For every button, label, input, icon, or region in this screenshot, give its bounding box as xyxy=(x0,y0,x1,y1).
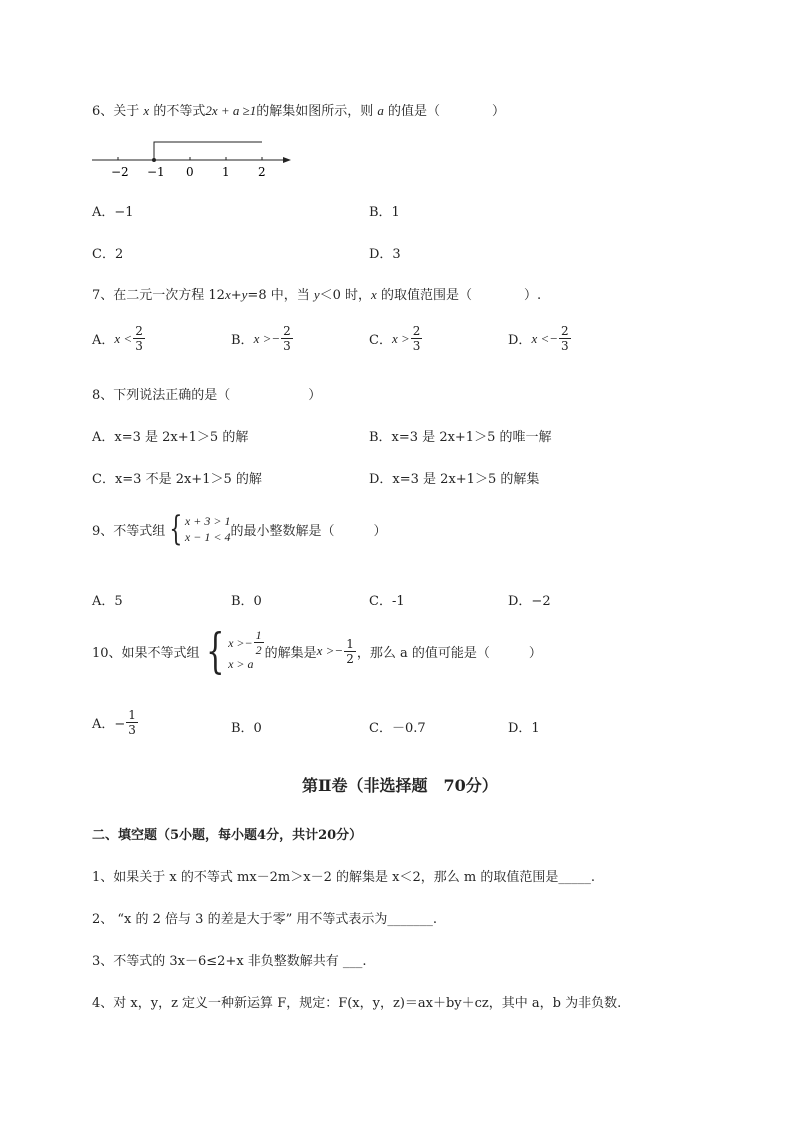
q6-number-line xyxy=(88,136,298,180)
q6-option-d[interactable]: D．3 xyxy=(369,247,401,262)
q9-option-a[interactable]: A．5 xyxy=(92,594,123,609)
fraction: $\frac{1}{2}$ xyxy=(346,636,354,666)
q9-stem: 9、不等式组 { x + 3 > 1 x − 1 < 4 的最小整数解是（ ） xyxy=(92,509,387,549)
q10-option-a[interactable]: A．− $\frac{1}{3}$ xyxy=(92,708,136,737)
q8-option-c[interactable]: C．x=3 不是 2x+1＞5 的解 xyxy=(92,472,262,487)
q6-option-c[interactable]: C．2 xyxy=(92,247,124,262)
fraction: $\frac{1}{3}$ xyxy=(128,708,136,737)
tick-label: 1 xyxy=(222,165,230,179)
q10-stem: 10、如果不等式组 { x >− $\frac{1}{2}$ x > a 的解集是 x >− $\frac{1}{2}$ ，那么 a 的值可能是（ ） xyxy=(92,623,542,679)
q9-option-b[interactable]: B．0 xyxy=(231,594,262,609)
section-title: 第Ⅱ卷（非选择题 70分） xyxy=(302,776,498,795)
fraction: $\frac{2}{3}$ xyxy=(561,324,569,353)
q6-option-a[interactable]: A．−1 xyxy=(92,205,134,220)
fill-question-1: 1、如果关于 x 的不等式 mx－2m＞x－2 的解集是 x＜2，那么 m 的取值范围是_____. xyxy=(92,870,595,885)
tick-label: 0 xyxy=(186,165,194,179)
q8-option-b[interactable]: B．x=3 是 2x+1＞5 的唯一解 xyxy=(369,430,552,445)
left-brace: { xyxy=(205,623,224,679)
q9-option-d[interactable]: D．−2 xyxy=(508,594,551,609)
fill-question-2: 2、 “x 的 2 倍与 3 的差是大于零” 用不等式表示为_______. xyxy=(92,912,437,927)
q7-option-c[interactable]: C． x > $\frac{2}{3}$ xyxy=(369,324,421,353)
fraction: $\frac{1}{2}$ xyxy=(255,628,262,658)
q9-option-c[interactable]: C．-1 xyxy=(369,594,405,609)
q7-option-d[interactable]: D． x <− $\frac{2}{3}$ xyxy=(508,324,569,353)
inequality-system: x >− $\frac{1}{2}$ x > a xyxy=(228,628,262,672)
fraction: $\frac{2}{3}$ xyxy=(283,324,291,353)
q8-option-d[interactable]: D．x=3 是 2x+1＞5 的解集 xyxy=(369,472,540,487)
q10-option-c[interactable]: C．－0.7 xyxy=(369,721,426,736)
tick-label: −1 xyxy=(147,165,165,179)
q10-option-b[interactable]: B．0 xyxy=(231,721,262,736)
solution-ray xyxy=(154,142,262,160)
q6-option-b[interactable]: B．1 xyxy=(369,205,400,220)
q7-option-a[interactable]: A． x < $\frac{2}{3}$ xyxy=(92,324,143,353)
fraction: $\frac{2}{3}$ xyxy=(412,324,421,353)
part-heading: 二、填空题（5小题，每小题4分，共计20分） xyxy=(92,828,363,843)
solid-endpoint xyxy=(152,158,156,162)
q7-stem: 7、在二元一次方程 12x+y=8 中，当 y＜0 时，x 的取值范围是（ ）. xyxy=(92,287,542,303)
fill-question-3: 3、不等式的 3x－6≤2+x 非负整数解共有 ___. xyxy=(92,954,367,969)
number-line-arrow xyxy=(283,157,291,163)
q10-option-d[interactable]: D．1 xyxy=(508,721,540,736)
inequality-system: x + 3 > 1 x − 1 < 4 xyxy=(184,513,231,544)
fill-question-4: 4、对 x，y，z 定义一种新运算 F，规定：F(x，y，z)＝ax＋by＋cz，其中 a，b 为非负数. xyxy=(92,996,622,1011)
left-brace: { xyxy=(169,509,183,549)
q7-option-b[interactable]: B． x >− $\frac{2}{3}$ xyxy=(231,324,291,353)
fraction: $\frac{2}{3}$ xyxy=(135,324,143,353)
q8-option-a[interactable]: A．x=3 是 2x+1＞5 的解 xyxy=(92,430,249,445)
q8-stem: 8、下列说法正确的是（ ） xyxy=(92,388,322,403)
tick-label: −2 xyxy=(111,165,129,179)
q6-stem: 6、关于 x 的不等式2x + a ≥1的解集如图所示，则 a 的值是（ ） xyxy=(92,103,506,119)
tick-label: 2 xyxy=(258,165,266,179)
